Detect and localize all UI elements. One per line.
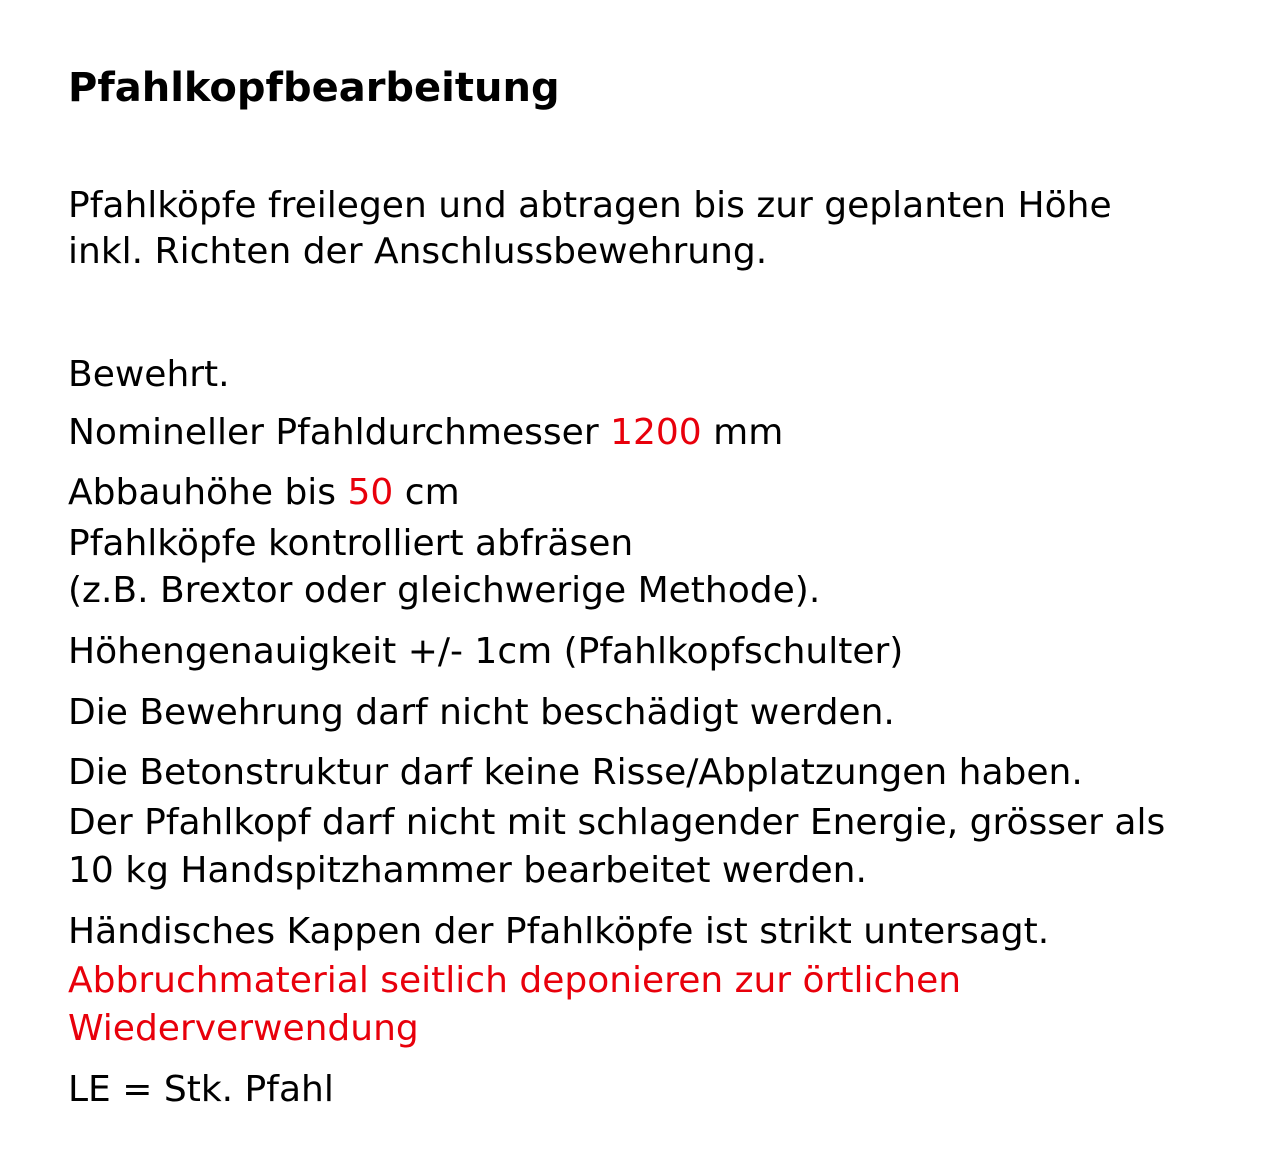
diameter-value: 1200 xyxy=(610,412,702,453)
milling-line-1: Pfahlköpfe kontrolliert abfräsen xyxy=(68,523,634,564)
diameter-line xyxy=(68,410,783,456)
concrete-line: Die Betonstruktur darf keine Risse/Abplatzungen haben. xyxy=(68,752,1083,793)
height-unit: cm xyxy=(393,472,460,513)
reinforced-note: Bewehrt. xyxy=(68,354,230,395)
diameter-unit: mm xyxy=(701,412,784,453)
intro-line-1: Pfahlköpfe freilegen und abtragen bis zur geplanten Höhe xyxy=(68,185,1112,226)
impact-line-1: Der Pfahlkopf darf nicht mit schlagender Energie, grösser als xyxy=(68,802,1166,843)
intro-line-2: inkl. Richten der Anschlussbewehrung. xyxy=(68,231,768,272)
diameter-label: Nomineller Pfahldurchmesser xyxy=(68,412,611,453)
debris-line-2: Wiederverwendung xyxy=(68,1008,419,1049)
manual-capping-line: Händisches Kappen der Pfahlköpfe ist strikt untersagt. xyxy=(68,911,1050,952)
height-value: 50 xyxy=(347,472,394,513)
unit-line: LE = Stk. Pfahl xyxy=(68,1069,334,1110)
document-title: Pfahlkopfbearbeitung xyxy=(68,65,560,111)
reinforcement-line: Die Bewehrung darf nicht beschädigt werden. xyxy=(68,692,895,733)
milling-line-2: (z.B. Brextor oder gleichwerige Methode). xyxy=(68,570,821,611)
height-line xyxy=(68,470,460,516)
impact-line-2: 10 kg Handspitzhammer bearbeitet werden. xyxy=(68,850,867,891)
debris-line-1: Abbruchmaterial seitlich deponieren zur örtlichen xyxy=(68,960,962,1001)
height-label: Abbauhöhe bis xyxy=(68,472,348,513)
accuracy-line: Höhengenauigkeit +/- 1cm (Pfahlkopfschulter) xyxy=(68,631,904,672)
